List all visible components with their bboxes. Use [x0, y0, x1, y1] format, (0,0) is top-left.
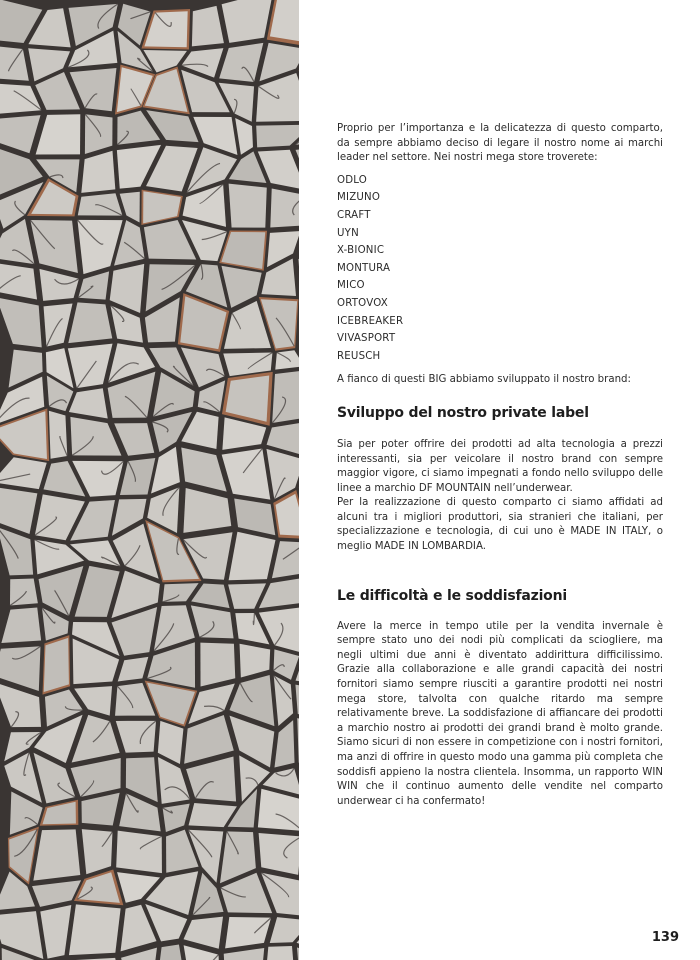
- cracked-paint-photo: [0, 0, 299, 960]
- brand-item: ODLO: [337, 174, 367, 186]
- brand-item: X-BIONIC: [337, 245, 385, 257]
- brand-item: CRAFT: [337, 209, 371, 221]
- brand-item: ORTOVOX: [337, 297, 388, 309]
- difficulties-heading: Le difficoltà e le soddisfazioni: [337, 587, 567, 604]
- brand-list: [337, 172, 663, 366]
- private-label-paragraph-1: Sia per poter offrire dei prodotti ad alta tecnologia a prezzi interessanti, sia per veicolare il nostro brand con sempre maggior vigore, ci siamo impegnati a fondo nello sviluppo delle linee a marchio DF MOUNTAIN nell’underwear.: [337, 438, 663, 494]
- brand-outro: A fianco di questi BIG abbiamo sviluppato il nostro brand:: [337, 374, 631, 386]
- brand-item: REUSCH: [337, 350, 381, 362]
- intro-paragraph: Proprio per l’importanza e la delicatezza di questo comparto, da sempre abbiamo deciso di legare il nostro nome ai marchi leader nel settore. Nei nostri mega store troverete:: [337, 123, 663, 164]
- brand-item: ICEBREAKER: [337, 315, 404, 327]
- page-number: 139: [651, 930, 679, 945]
- private-label-heading: Sviluppo del nostro private label: [337, 404, 589, 421]
- brand-item: MICO: [337, 280, 365, 292]
- brand-item: MIZUNO: [337, 192, 381, 204]
- article-body: [337, 122, 663, 809]
- difficulties-paragraph: Avere la merce in tempo utile per la vendita invernale è sempre stato uno dei nodi più complicati da sciogliere, ma negli ultimi due anni è diventato addirittura difficilissimo. Grazie alla collaborazione e alle grandi capacità dei nostri fornitori siamo sempre riusciti a garantire prodotti nei nostri mega store, talvolta con qualche ritardo ma sempre relativamente breve. La soddisfazione di affiancare dei prodotti a marchio nostro ai prodotti dei grandi brand è molto grande. Siamo sicuri di non essere in competizione con i nostri fornitori, ma anzi di offrire in questo modo una gamma più completa che soddisfi appieno la nostra clientela. Insomma, un rapporto WIN WIN che il continuo aumento delle vendite nel comparto underwear ci ha confermato!: [337, 620, 663, 807]
- brand-item: MONTURA: [337, 262, 391, 274]
- private-label-paragraph-2: Per la realizzazione di questo comparto ci siamo affidati ad alcuni tra i migliori produttori, sia stranieri che italiani, per specializzazione e tecnologia, di cui uno è MADE IN ITALY, o meglio MADE IN LOMBARDIA.: [337, 497, 663, 553]
- brand-item: VIVASPORT: [337, 333, 396, 345]
- brand-item: UYN: [337, 227, 359, 239]
